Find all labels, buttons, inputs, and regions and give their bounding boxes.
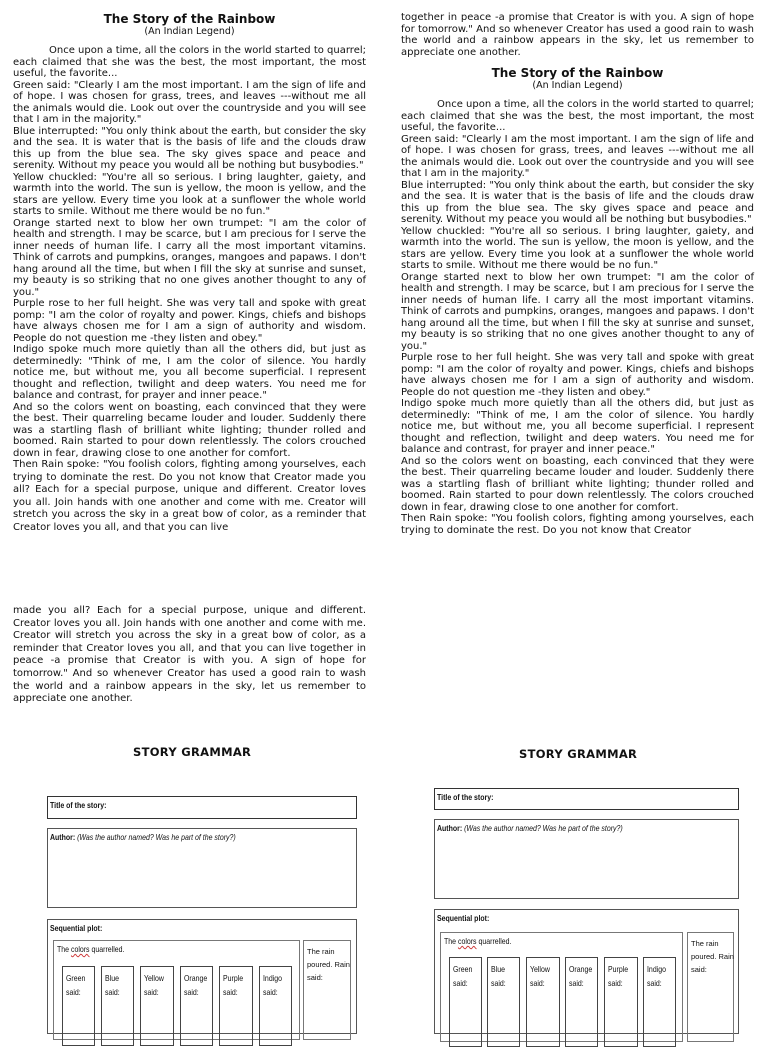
color-name: Orange bbox=[569, 964, 593, 974]
author-label: Author: bbox=[437, 823, 463, 833]
color-name: Orange bbox=[184, 973, 208, 983]
story-paragraph: And so the colors went on boasting, each convinced that they were the best. Their quarreling became louder and louder. Suddenly there was a startling flash of brilliant white lighting; thunder rolled and boomed. Rain started to pour down relentlessly. The colors crouched down in fear, drawing close to one another for comfort. bbox=[401, 455, 754, 513]
story-paragraph: Once upon a time, all the colors in the world started to quarrel; each claimed that she was the best, the most important, the most useful, the favorite... bbox=[13, 45, 366, 79]
rain-label: The rain poured. Rain said: bbox=[307, 947, 350, 982]
quarrel-prefix: The bbox=[57, 944, 71, 954]
color-name: Purple bbox=[223, 973, 244, 983]
sequential-plot-box[interactable] bbox=[434, 909, 739, 1034]
author-label: Author: bbox=[50, 832, 76, 842]
color-name: Purple bbox=[608, 964, 629, 974]
color-box-green[interactable] bbox=[62, 966, 95, 1046]
color-name: Green bbox=[66, 973, 86, 983]
color-said: said: bbox=[223, 987, 238, 997]
color-box-yellow[interactable] bbox=[526, 957, 560, 1047]
rain-box[interactable] bbox=[687, 932, 734, 1042]
color-said: said: bbox=[608, 978, 623, 988]
story-paragraph: Then Rain spoke: "You foolish colors, fighting among yourselves, each trying to dominate the rest. Do you not know that Creator bbox=[401, 513, 754, 536]
author-hint: (Was the author named? Was he part of the story?) bbox=[464, 823, 623, 833]
rain-box[interactable] bbox=[303, 940, 351, 1040]
left-story-column bbox=[13, 12, 366, 535]
story-paragraph: Purple rose to her full height. She was very tall and spoke with great pomp: "I am the color of royalty and power. Kings, chiefs and bishops have always chosen me for I am a sign of authority and wisdom. People do not question me -they listen and obey." bbox=[13, 298, 366, 344]
story-paragraph: Blue interrupted: "You only think about the earth, but consider the sky and the sea. It is water that is the basis of life and the clouds draw this up from the blue sea. The sky gives space and peace and serenity. Without my peace you would all be nothing but busybodies." bbox=[13, 125, 366, 171]
color-said: said: bbox=[453, 978, 468, 988]
author-hint: (Was the author named? Was he part of the story?) bbox=[77, 832, 236, 842]
story-continuation: made you all? Each for a special purpose, unique and different. Creator loves you all. Join hands with one another and come with me. Creator will stretch you across the sky in a great bow of color, as a reminder that Creator loves you all, and that you can live together in peace -a promise that Creator is with you. A sign of hope for tomorrow." And so whenever Creator has used a good rain to wash the world and a rainbow appears in the sky, let us remember to appreciate one another. bbox=[13, 605, 366, 705]
story-title: The Story of the Rainbow bbox=[491, 66, 664, 80]
right-story-column bbox=[401, 12, 754, 536]
author-box[interactable] bbox=[434, 819, 739, 899]
story-paragraph: Green said: "Clearly I am the most important. I am the sign of life and of hope. I was chosen for grass, trees, and leaves ---without me all the animals would die. Look out over the countryside and you will see that I am in the majority." bbox=[13, 79, 366, 125]
quarrel-suffix: quarrelled. bbox=[89, 944, 125, 954]
color-box-purple[interactable] bbox=[219, 966, 253, 1046]
color-name: Green bbox=[453, 964, 473, 974]
story-paragraph: Indigo spoke much more quietly than all the others did, but just as determinedly: "Think of me, I am the color of silence. You hardly notice me, but without me, you all become superficial. I represent thought and reflection, twilight and deep waters. You need me for balance and contrast, for prayer and inner peace." bbox=[401, 398, 754, 455]
story-paragraph: Indigo spoke much more quietly than all the others did, but just as determinedly: "Think of me, I am the color of silence. You hardly notice me, but without me, you all become superficial. I represent thought and reflection, twilight and deep waters. You need me for balance and contrast, for prayer and inner peace." bbox=[13, 344, 366, 401]
story-paragraph: Orange started next to blow her own trumpet: "I am the color of health and strength. I may be scarce, but I am precious for I serve the inner needs of human life. I carry all the most important vitamins. Think of carrots and pumpkins, oranges, mangoes and papaws. I don't hang around all the time, but when I fill the sky at sunrise and sunset, my beauty is so striking that no one gives another thought to any of you." bbox=[401, 271, 754, 352]
color-name: Yellow bbox=[530, 964, 550, 974]
color-box-blue[interactable] bbox=[101, 966, 134, 1046]
colors-quarrel-box[interactable] bbox=[53, 940, 300, 1040]
story-title: The Story of the Rainbow bbox=[103, 12, 276, 26]
title-of-story-label: Title of the story: bbox=[437, 792, 494, 802]
quarrel-colors-word: colors bbox=[70, 944, 90, 954]
story-paragraph: Purple rose to her full height. She was very tall and spoke with great pomp: "I am the color of royalty and power. Kings, chiefs and bishops have always chosen me for I am a sign of authority and wisdom. People do not question me -they listen and obey." bbox=[401, 352, 754, 398]
color-name: Yellow bbox=[144, 973, 164, 983]
color-said: said: bbox=[491, 978, 506, 988]
color-name: Blue bbox=[105, 973, 119, 983]
title-of-story-label: Title of the story: bbox=[50, 800, 107, 810]
story-paragraph: Yellow chuckled: "You're all so serious. I bring laughter, gaiety, and warmth into the world. The sun is yellow, the moon is yellow, and the stars are yellow. Every time you look at a sunflower the whole world starts to smile. Without me there would be no fun." bbox=[401, 225, 754, 271]
color-box-yellow[interactable] bbox=[140, 966, 174, 1046]
color-said: said: bbox=[105, 987, 120, 997]
title-of-story-box[interactable] bbox=[434, 788, 739, 810]
color-said: said: bbox=[569, 978, 584, 988]
color-name: Blue bbox=[491, 964, 505, 974]
color-name: Indigo bbox=[647, 964, 667, 974]
sequential-plot-label: Sequential plot: bbox=[50, 923, 103, 933]
quarrel-prefix: The bbox=[444, 936, 458, 946]
color-said: said: bbox=[647, 978, 662, 988]
colors-quarrel-box[interactable] bbox=[440, 932, 683, 1042]
story-paragraph: And so the colors went on boasting, each convinced that they were the best. Their quarreling became louder and louder. Suddenly there was a startling flash of brilliant white lighting; thunder rolled and boomed. Rain started to pour down relentlessly. The colors crouched down in fear, drawing close to one another for comfort. bbox=[13, 401, 366, 459]
color-box-blue[interactable] bbox=[487, 957, 520, 1047]
color-box-indigo[interactable] bbox=[643, 957, 676, 1047]
story-paragraph: Yellow chuckled: "You're all so serious. I bring laughter, gaiety, and warmth into the world. The sun is yellow, the moon is yellow, and the stars are yellow. Every time you look at a sunflower the whole world starts to smile. Without me there would be no fun." bbox=[13, 171, 366, 217]
color-box-orange[interactable] bbox=[565, 957, 598, 1047]
color-box-purple[interactable] bbox=[604, 957, 638, 1047]
rain-label: The rain poured. Rain said: bbox=[691, 939, 734, 974]
story-subtitle: (An Indian Legend) bbox=[532, 80, 623, 91]
story-paragraph: together in peace -a promise that Creator is with you. A sign of hope for tomorrow." And so whenever Creator has used a good rain to wash the world and a rainbow appears in the sky, let us remember to appreciate one another. bbox=[401, 12, 754, 58]
author-box[interactable] bbox=[47, 828, 357, 908]
color-box-orange[interactable] bbox=[180, 966, 213, 1046]
quarrel-colors-word: colors bbox=[457, 936, 477, 946]
color-said: said: bbox=[184, 987, 199, 997]
color-said: said: bbox=[144, 987, 159, 997]
title-of-story-box[interactable] bbox=[47, 796, 357, 819]
quarrel-suffix: quarrelled. bbox=[476, 936, 512, 946]
story-subtitle: (An Indian Legend) bbox=[144, 26, 235, 37]
sequential-plot-label: Sequential plot: bbox=[437, 913, 490, 923]
color-box-indigo[interactable] bbox=[259, 966, 292, 1046]
story-paragraph: Once upon a time, all the colors in the world started to quarrel; each claimed that she was the best, the most important, the most useful, the favorite... bbox=[401, 99, 754, 133]
color-name: Indigo bbox=[263, 973, 283, 983]
story-paragraph: Then Rain spoke: "You foolish colors, fighting among yourselves, each trying to dominate the rest. Do you not know that Creator made you all? Each for a special purpose, unique and different. Creator loves you all. Join hands with one another and come with me. Creator will stretch you across the sky in a great bow of color, as a reminder that Creator loves you all, and that you can live bbox=[13, 459, 366, 533]
story-grammar-heading: STORY GRAMMAR bbox=[519, 747, 638, 761]
color-said: said: bbox=[66, 987, 81, 997]
color-box-green[interactable] bbox=[449, 957, 482, 1047]
sequential-plot-box[interactable] bbox=[47, 919, 357, 1034]
color-said: said: bbox=[530, 978, 545, 988]
story-paragraph: Orange started next to blow her own trumpet: "I am the color of health and strength. I may be scarce, but I am precious for I serve the inner needs of human life. I carry all the most important vitamins. Think of carrots and pumpkins, oranges, mangoes and papaws. I don't hang around all the time, but when I fill the sky at sunrise and sunset, my beauty is so striking that no one gives another thought to any of you." bbox=[13, 217, 366, 298]
color-said: said: bbox=[263, 987, 278, 997]
story-paragraph: Green said: "Clearly I am the most important. I am the sign of life and of hope. I was chosen for grass, trees, and leaves ---without me all the animals would die. Look out over the countryside and you will see that I am in the majority." bbox=[401, 133, 754, 179]
story-grammar-heading: STORY GRAMMAR bbox=[133, 745, 252, 759]
story-paragraph: Blue interrupted: "You only think about the earth, but consider the sky and the sea. It is water that is the basis of life and the clouds draw this up from the blue sea. The sky gives space and peace and serenity. Without my peace you would all be nothing but busybodies." bbox=[401, 179, 754, 225]
